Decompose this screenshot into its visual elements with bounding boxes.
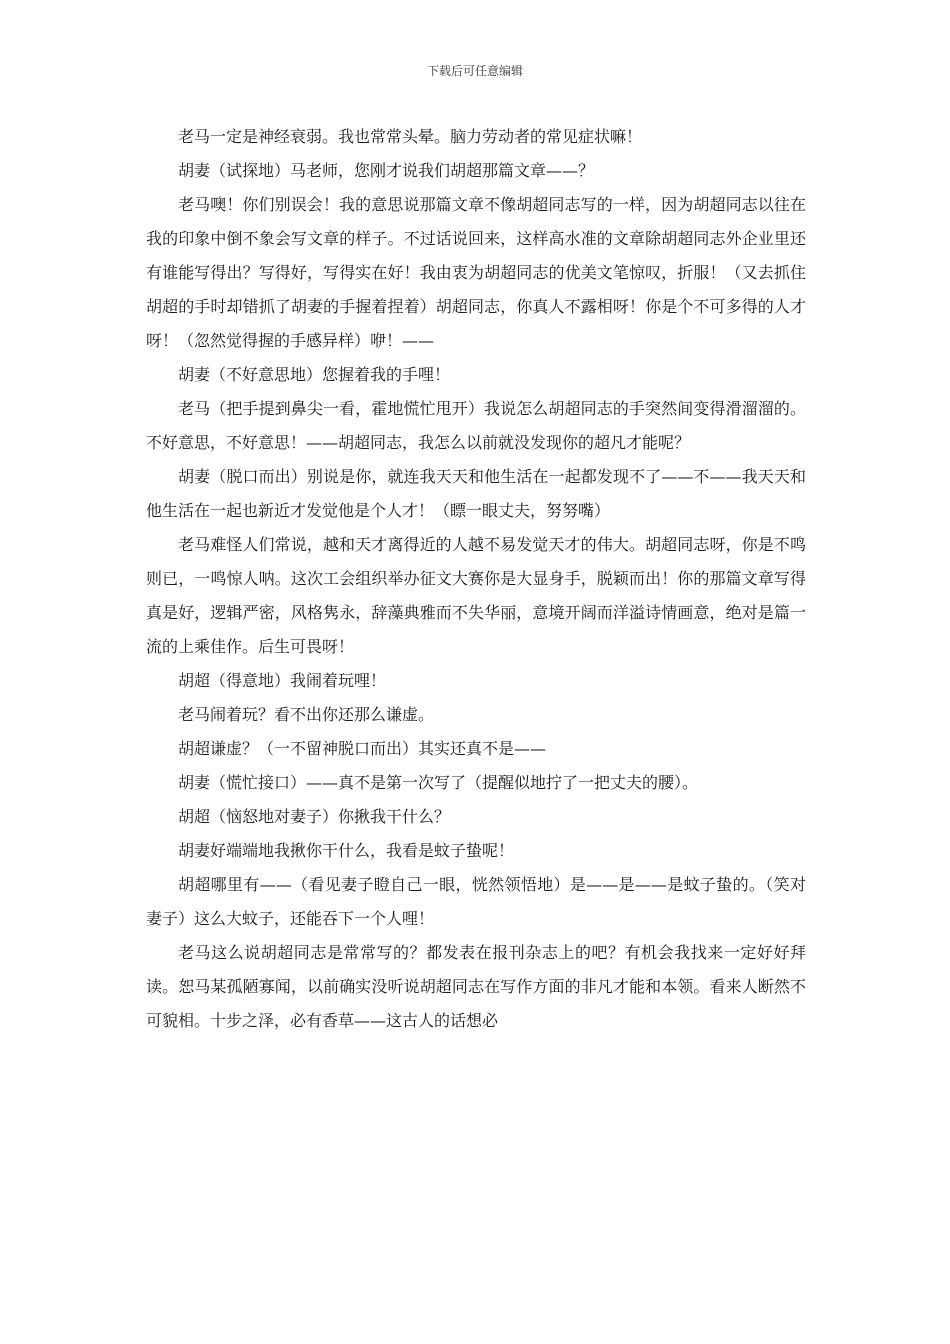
- dialogue-paragraph: 胡妻好端端地我揪你干什么，我看是蚊子蛰呢！: [178, 841, 515, 860]
- dialogue-paragraph: 老马这么说胡超同志是常常写的？都发表在报刊杂志上的吧？有机会我找来一定好好拜读。恕马某孤陋寡闻，以前确实没听说胡超同志在写作方面的非凡才能和本领。看来人断然不可貌相。十步之泽，必有香草——这古人的话想必: [146, 943, 806, 1030]
- dialogue-paragraph: 老马（把手提到鼻尖一看，霍地慌忙甩开）我说怎么胡超同志的手突然间变得滑溜溜的。不好意思，不好意思！——胡超同志，我怎么以前就没发现你的超凡才能呢？: [146, 399, 806, 452]
- document-body: [146, 120, 806, 1038]
- dialogue-paragraph: 胡超（得意地）我闹着玩哩！: [178, 671, 387, 690]
- dialogue-paragraph: 胡超（恼怒地对妻子）你揪我干什么？: [178, 807, 451, 826]
- dialogue-paragraph: 胡超哪里有——（看见妻子瞪自己一眼，恍然领悟地）是——是——是蚊子蛰的。（笑对妻子）这么大蚊子，还能吞下一个人哩！: [146, 875, 806, 928]
- dialogue-paragraph: 老马噢！你们别误会！我的意思说那篇文章不像胡超同志写的一样，因为胡超同志以往在我的印象中倒不象会写文章的样子。不过话说回来，这样高水准的文章除胡超同志外企业里还有谁能写得出？写得好，写得实在好！我由衷为胡超同志的优美文笔惊叹，折服！（又去抓住胡超的手时却错抓了胡妻的手握着捏着）胡超同志，你真人不露相呀！你是个不可多得的人才呀！（忽然觉得握的手感异样）咿！——: [146, 195, 806, 350]
- dialogue-paragraph: 胡妻（脱口而出）别说是你，就连我天天和他生活在一起都发现不了——不——我天天和他生活在一起也新近才发觉他是个人才！（瞟一眼丈夫，努努嘴）: [146, 467, 806, 520]
- page-header: 下载后可任意编辑: [426, 64, 523, 78]
- dialogue-paragraph: 胡超谦虚？（一不留神脱口而出）其实还真不是——: [178, 739, 547, 758]
- dialogue-paragraph: 胡妻（试探地）马老师，您刚才说我们胡超那篇文章——？: [178, 161, 595, 180]
- dialogue-paragraph: 老马一定是神经衰弱。我也常常头晕。脑力劳动者的常见症状嘛！: [178, 127, 643, 146]
- dialogue-paragraph: 老马闹着玩？看不出你还那么谦虚。: [178, 705, 435, 724]
- dialogue-paragraph: 胡妻（不好意思地）您握着我的手哩！: [178, 365, 451, 384]
- dialogue-paragraph: 胡妻（慌忙接口）——真不是第一次写了（提醒似地拧了一把丈夫的腰）。: [178, 773, 699, 792]
- dialogue-paragraph: 老马难怪人们常说，越和天才离得近的人越不易发觉天才的伟大。胡超同志呀，你是不鸣则已，一鸣惊人呐。这次工会组织举办征文大赛你是大显身手，脱颖而出！你的那篇文章写得真是好，逻辑严密，风格隽永，辞藻典雅而不失华丽，意境开阔而洋溢诗情画意，绝对是篇一流的上乘佳作。后生可畏呀！: [146, 535, 806, 656]
